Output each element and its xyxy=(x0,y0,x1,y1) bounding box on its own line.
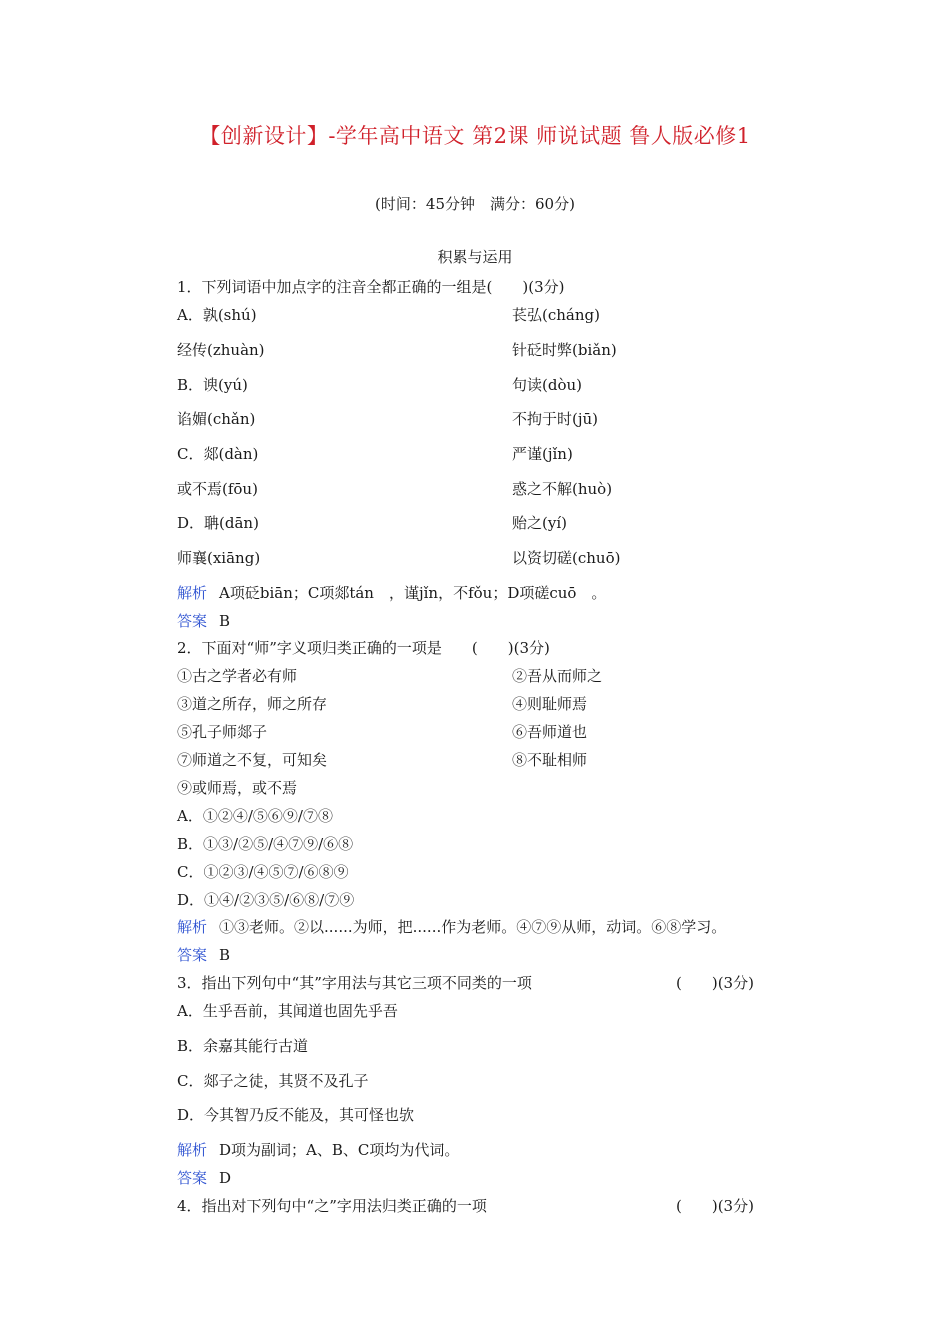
q1-answer xyxy=(177,610,230,631)
exam-meta: (时间：45分钟 满分：60分) xyxy=(375,195,575,213)
q3-option-b: B．余嘉其能行古道 xyxy=(177,1037,309,1055)
q1-analysis-text: A项砭biān；C项郯tán ，谨jǐn，不fǒu；D项磋cuō 。 xyxy=(219,584,607,602)
q1-option-a-2: 苌弘(cháng) xyxy=(512,306,600,324)
q3-stem: 3．指出下列句中“其”字用法与其它三项不同类的一项 xyxy=(177,974,532,992)
q3-analysis-text: D项为副词；A、B、C项均为代词。 xyxy=(219,1141,460,1159)
q2-item: ⑧不耻相师 xyxy=(512,751,588,769)
q3-answer-text: D xyxy=(219,1169,232,1187)
q1-option-b-4: 不拘于时(jū) xyxy=(512,410,599,428)
q2-stem: 2．下面对“师”字义项归类正确的一项是 ( )(3分) xyxy=(177,639,550,657)
q2-item: ⑥吾师道也 xyxy=(512,723,588,741)
analysis-label: 解析 xyxy=(177,918,208,936)
q1-option-c-4: 惑之不解(huò) xyxy=(512,480,613,498)
q2-item: ②吾从而师之 xyxy=(512,667,603,685)
q2-analysis-text: ①③老师。②以......为师，把......作为老师。④⑦⑨从师，动词。⑥⑧学习。 xyxy=(219,918,727,936)
q3-option-d: D．今其智乃反不能及，其可怪也欤 xyxy=(177,1106,415,1124)
analysis-label: 解析 xyxy=(177,584,208,602)
q3-option-c: C．郯子之徒，其贤不及孔子 xyxy=(177,1072,369,1090)
q1-answer-text: B xyxy=(219,612,231,630)
answer-label: 答案 xyxy=(177,1169,208,1187)
q1-option-d-4: 以资切磋(chuō) xyxy=(512,549,621,567)
q3-analysis xyxy=(177,1139,459,1160)
q2-item: ③道之所存，师之所存 xyxy=(177,695,328,713)
q3-paren: ( )(3分) xyxy=(676,974,754,992)
q1-option-b-3: 谄媚(chǎn) xyxy=(177,410,256,428)
q2-option-d: D．①④/②③⑤/⑥⑧/⑦⑨ xyxy=(177,891,355,909)
q1-stem: 1．下列词语中加点字的注音全都正确的一组是( )(3分) xyxy=(177,278,565,296)
analysis-label: 解析 xyxy=(177,1141,208,1159)
q1-option-d-1: D．聃(dān) xyxy=(177,514,259,532)
document-title: 【创新设计】-学年高中语文 第2课 师说试题 鲁人版必修1 xyxy=(199,124,751,148)
q2-option-a: A．①②④/⑤⑥⑨/⑦⑧ xyxy=(177,807,333,825)
q1-option-c-3: 或不焉(fōu) xyxy=(177,480,258,498)
q4-paren: ( )(3分) xyxy=(676,1197,754,1215)
q1-option-a-1: A．孰(shú) xyxy=(177,306,257,324)
q2-analysis xyxy=(177,916,726,937)
q2-item: ⑤孔子师郯子 xyxy=(177,723,268,741)
q2-option-b: B．①③/②⑤/④⑦⑨/⑥⑧ xyxy=(177,835,354,853)
q1-option-d-2: 贻之(yí) xyxy=(512,514,567,532)
q2-answer xyxy=(177,944,230,965)
q3-option-a: A．生乎吾前，其闻道也固先乎吾 xyxy=(177,1002,398,1020)
q3-answer xyxy=(177,1167,231,1188)
q1-option-a-4: 针砭时弊(biǎn) xyxy=(512,341,617,359)
q1-option-d-3: 师襄(xiāng) xyxy=(177,549,261,567)
q1-option-c-1: C．郯(dàn) xyxy=(177,445,259,463)
answer-label: 答案 xyxy=(177,946,208,964)
q1-analysis xyxy=(177,582,606,603)
section-heading: 积累与运用 xyxy=(437,248,513,266)
answer-label: 答案 xyxy=(177,612,208,630)
q2-item: ④则耻师焉 xyxy=(512,695,588,713)
q1-option-b-2: 句读(dòu) xyxy=(512,376,582,394)
q1-option-b-1: B．谀(yú) xyxy=(177,376,248,394)
q2-item: ⑦师道之不复，可知矣 xyxy=(177,751,328,769)
q1-option-a-3: 经传(zhuàn) xyxy=(177,341,265,359)
q1-option-c-2: 严谨(jǐn) xyxy=(512,445,573,463)
q2-option-c: C．①②③/④⑤⑦/⑥⑧⑨ xyxy=(177,863,349,881)
q4-stem: 4．指出对下列句中“之”字用法归类正确的一项 xyxy=(177,1197,487,1215)
q2-answer-text: B xyxy=(219,946,231,964)
q2-item: ⑨或师焉，或不焉 xyxy=(177,779,298,797)
q2-item: ①古之学者必有师 xyxy=(177,667,298,685)
